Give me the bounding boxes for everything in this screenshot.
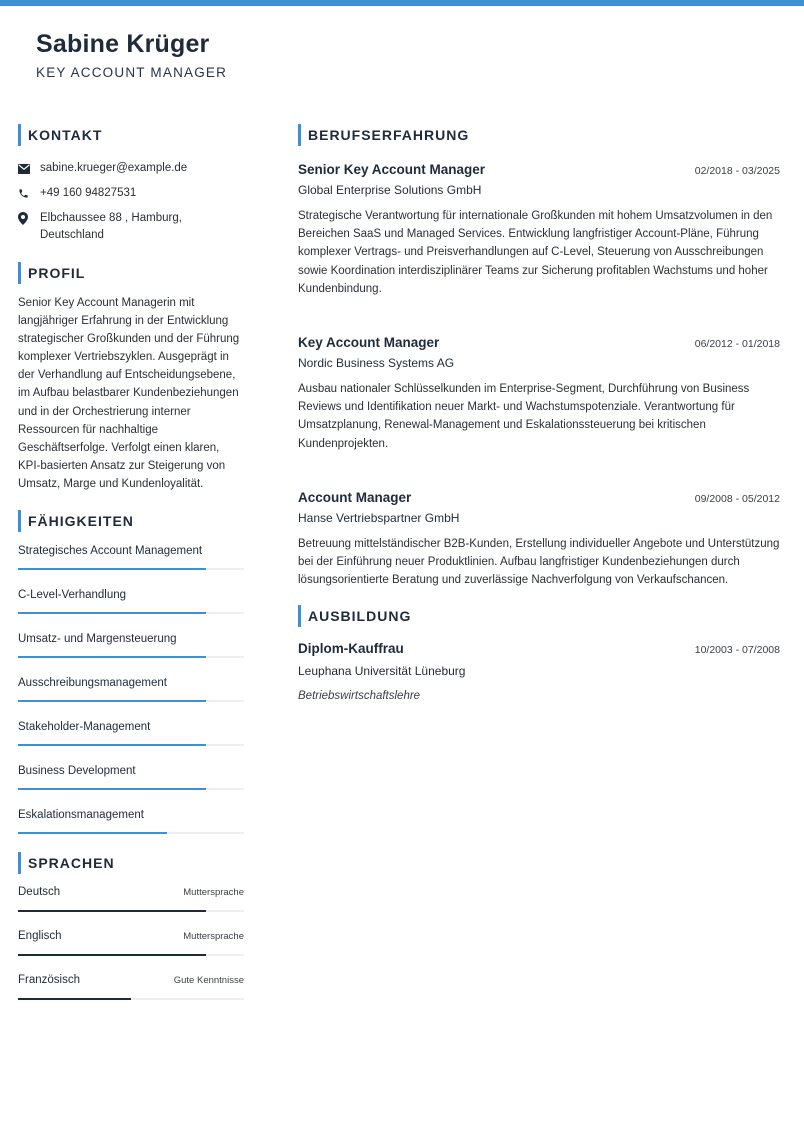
skill-level-fill (18, 788, 206, 790)
section-title-experience (298, 124, 780, 146)
language-level-fill (18, 954, 206, 956)
language-item (18, 930, 244, 956)
education-degree: Diplom-Kauffrau (298, 641, 404, 657)
skill-name: Eskalationsmanagement (18, 809, 144, 822)
section-accent-bar (298, 605, 301, 627)
section-label: KONTAKT (28, 127, 103, 143)
job-title: Account Manager (298, 489, 412, 505)
address-text (40, 210, 182, 244)
skill-item (18, 720, 244, 746)
language-level-bar (18, 954, 244, 956)
job-title: Senior Key Account Manager (298, 162, 486, 177)
experience-entry (298, 162, 780, 298)
skill-name: C-Level-Verhandlung (18, 589, 127, 602)
section-accent-bar (18, 124, 21, 146)
mail-icon (18, 160, 40, 177)
section-title-contact (18, 124, 244, 146)
skill-level-fill (18, 656, 206, 658)
skill-level-fill (18, 568, 206, 570)
language-level-label: Gute Kenntnisse (173, 975, 244, 987)
skill-item (18, 808, 244, 834)
section-label: AUSBILDUNG (308, 608, 412, 625)
section-title-skills (18, 510, 244, 532)
language-level-label: Muttersprache (183, 887, 244, 899)
skill-name: Umsatz- und Margensteuerung (18, 633, 177, 646)
skill-level-fill (18, 832, 167, 834)
skill-item (18, 676, 244, 702)
skill-level-fill (18, 744, 206, 746)
job-description: Betreuung mittelständischer B2B-Kunden, Erstellung individueller Angebote und Unterstützung bei der Einführung neuer Produktlinien. Aufbau langfristiger Kundenbeziehungen durch lösungsorientierte Beratung und zuverlässige Nachverfolgung von Verkaufschancen. (298, 537, 780, 587)
skill-name: Business Development (18, 765, 136, 778)
contact-email (18, 160, 244, 177)
profile-summary: Senior Key Account Managerin mit langjähriger Erfahrung in der Entwicklung strategischer Großkunden und der Führung komplexer Vertriebszyklen. Ausgeprägt in der Verhandlung auf Entscheidungsebene, im Aufbau belastbarer Kundenbeziehungen und in der Orchestrierung interner Ressourcen für nachhaltige Geschäftserfolge. Verfolgt einen klaren, KPI-basierten Ansatz zur Steigerung von Umsatz, Marge und Kundenloyalität. (18, 297, 240, 490)
job-company: Nordic Business Systems AG (298, 356, 455, 371)
section-accent-bar (18, 262, 21, 284)
contact-list (18, 160, 244, 244)
education-field: Betriebswirtschaftslehre (298, 690, 421, 703)
skill-item (18, 632, 244, 658)
skill-item (18, 764, 244, 790)
skill-level-fill (18, 612, 206, 614)
accent-top-bar (0, 0, 804, 6)
resume-header (36, 30, 227, 80)
language-level-fill (18, 998, 131, 1000)
language-name: Deutsch (18, 886, 61, 899)
location-pin-icon (18, 210, 40, 227)
job-company: Hanse Vertriebspartner GmbH (298, 510, 460, 525)
section-label: BERUFSERFAHRUNG (308, 127, 470, 143)
language-level-bar (18, 998, 244, 1000)
skill-level-bar (18, 656, 244, 658)
language-level-bar (18, 910, 244, 912)
language-item (18, 974, 244, 1000)
skill-level-bar (18, 832, 244, 834)
right-column (298, 124, 780, 702)
language-level-label: Muttersprache (183, 931, 244, 943)
section-accent-bar (18, 852, 21, 874)
skill-level-bar (18, 700, 244, 702)
job-title: Key Account Manager (298, 335, 440, 351)
job-description: Ausbau nationaler Schlüsselkunden im Enterprise-Segment, Durchführung von Business Reviews und Identifikation neuer Markt- und Wachstumspotenziale. Verantwortung für Umsatzplanung, Renewal-Management und Eskalationssteuerung bei kritischen Kundenprojekten. (298, 383, 750, 450)
section-title-languages (18, 852, 244, 874)
education-school: Leuphana Universität Lüneburg (298, 664, 466, 679)
section-label: PROFIL (28, 265, 86, 281)
candidate-name: Sabine Krüger (36, 30, 210, 58)
section-accent-bar (18, 510, 21, 532)
section-accent-bar (298, 124, 301, 146)
skill-name: Strategisches Account Management (18, 545, 203, 558)
contact-address (18, 210, 244, 244)
section-title-education (298, 605, 780, 627)
skill-item (18, 544, 244, 570)
skill-level-bar (18, 568, 244, 570)
education-entry (298, 641, 780, 702)
skill-level-bar (18, 744, 244, 746)
job-date: 02/2018 - 03/2025 (694, 165, 780, 177)
skill-name: Stakeholder-Management (18, 721, 151, 734)
candidate-title: KEY ACCOUNT MANAGER (36, 65, 228, 80)
experience-entry (298, 490, 780, 590)
phone-icon (18, 185, 40, 202)
experience-entry (298, 335, 780, 453)
section-title-profile (18, 262, 244, 284)
skill-item (18, 588, 244, 614)
language-name: Englisch (18, 930, 62, 943)
job-description: Strategische Verantwortung für internationale Großkunden mit hohem Umsatzvolumen in den Bereichen SaaS und Managed Services. Entwicklung langfristiger Account-Pläne, Führung komplexer Vertrags- und Preisverhandlungen auf C-Level, Steuerung von Ausschreibungen sowie Koordination interdisziplinärer Teams zur Sicherung profitablen Wachstums und hoher Kundenbindung. (298, 210, 773, 295)
address-line-1: Elbchaussee 88 , Hamburg, (40, 212, 182, 224)
contact-phone (18, 185, 244, 202)
section-label: FÄHIGKEITEN (28, 513, 134, 530)
skill-level-fill (18, 700, 206, 702)
education-date: 10/2003 - 07/2008 (694, 644, 780, 657)
email-text[interactable]: sabine.krueger@example.de (40, 162, 188, 174)
language-level-fill (18, 910, 206, 912)
phone-text[interactable]: +49 160 94827531 (40, 187, 137, 199)
left-column (18, 124, 244, 1018)
job-date: 09/2008 - 05/2012 (694, 492, 780, 505)
job-date: 06/2012 - 01/2018 (694, 338, 780, 351)
job-company: Global Enterprise Solutions GmbH (298, 183, 482, 197)
skill-name: Ausschreibungsmanagement (18, 677, 167, 690)
address-line-2: Deutschland (40, 229, 104, 241)
language-name: Französisch (18, 974, 80, 987)
language-item (18, 886, 244, 912)
skills-list (18, 544, 244, 834)
languages-list (18, 886, 244, 1000)
section-label: SPRACHEN (28, 855, 115, 872)
skill-level-bar (18, 788, 244, 790)
skill-level-bar (18, 612, 244, 614)
